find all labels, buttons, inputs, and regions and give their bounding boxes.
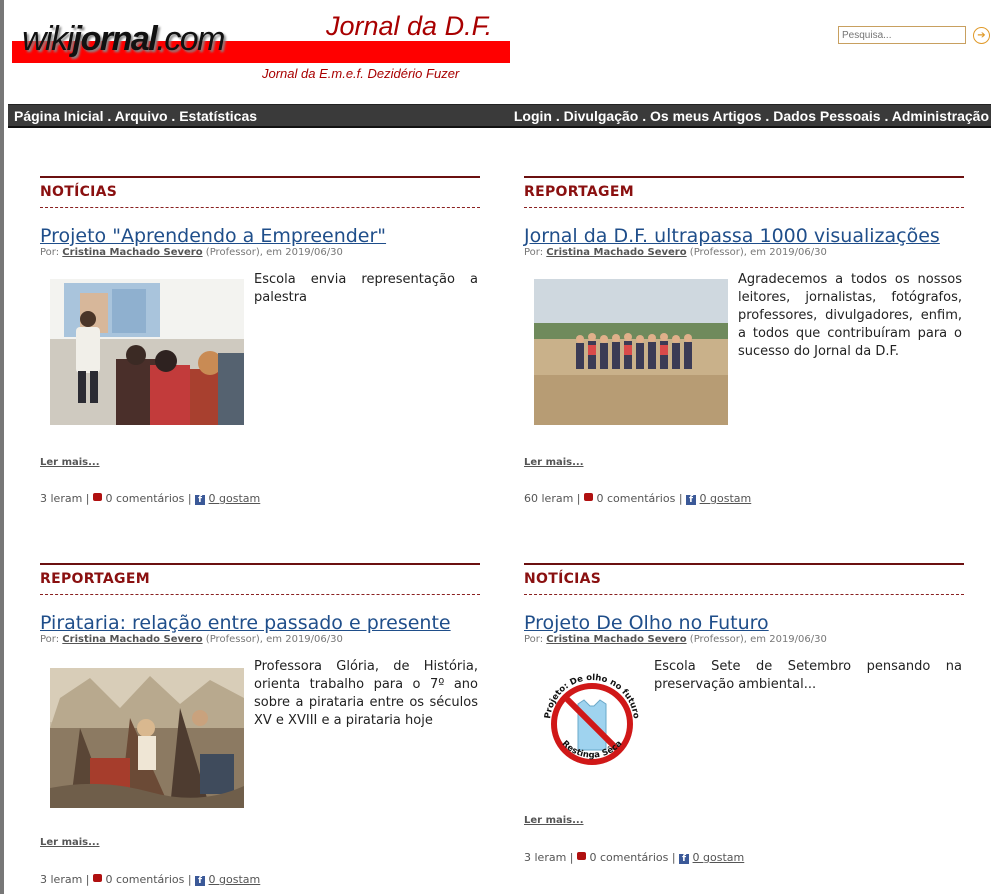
read-more-link[interactable]: Ler mais... [524, 457, 584, 468]
article-body [40, 259, 480, 419]
article-excerpt: Agradecemos a todos os nossos leitores, jornalistas, fotógrafos, professores, divulgadores, enfim, a todos que contribuíram para o sucesso do Jornal da D.F. [738, 272, 962, 359]
nav-link-meus-artigos[interactable]: Os meus Artigos [650, 108, 762, 124]
byline-role-date: (Professor), em 2019/06/30 [689, 634, 827, 645]
article-body [524, 646, 964, 806]
nav-link-estatisticas[interactable]: Estatísticas [179, 108, 258, 124]
article-byline [524, 634, 964, 646]
nav-right-group [514, 108, 989, 124]
comments-count[interactable]: 0 comentários [105, 873, 185, 886]
nav-separator: . [642, 108, 647, 124]
logo-suffix: .com [156, 20, 224, 58]
byline-prefix: Por: [524, 247, 544, 258]
nav-link-divulgacao[interactable]: Divulgação [563, 108, 639, 124]
nav-link-dados-pessoais[interactable]: Dados Pessoais [773, 108, 881, 124]
facebook-icon: f [686, 495, 696, 505]
author-link[interactable]: Cristina Machado Severo [546, 634, 687, 645]
byline-prefix: Por: [524, 634, 544, 645]
facebook-icon: f [679, 854, 689, 864]
article-card [524, 563, 964, 864]
article-card [524, 176, 964, 505]
nav-link-administracao[interactable]: Administração [891, 108, 989, 124]
section-header [524, 563, 964, 595]
article-image[interactable] [534, 279, 728, 425]
logo-prefix: wiki [22, 20, 73, 58]
nav-separator: . [107, 108, 112, 124]
article-title[interactable]: Projeto "Aprendendo a Empreender" [40, 225, 387, 247]
article-byline [40, 247, 480, 259]
author-link[interactable]: Cristina Machado Severo [62, 247, 203, 258]
facebook-icon: f [195, 495, 205, 505]
page-left-border [0, 0, 4, 894]
section-header [524, 176, 964, 208]
likes-link[interactable]: 0 gostam [692, 851, 745, 864]
search-input[interactable] [838, 26, 966, 44]
logo-main: jornal [72, 20, 157, 58]
search-button[interactable] [973, 27, 990, 44]
article-body [524, 259, 964, 419]
section-label: REPORTAGEM [40, 571, 150, 587]
reads-count: 3 leram [524, 851, 567, 864]
comment-icon [93, 493, 102, 501]
likes-link[interactable]: 0 gostam [208, 492, 261, 505]
article-title[interactable]: Jornal da D.F. ultrapassa 1000 visualizações [524, 225, 940, 247]
comment-icon [93, 874, 102, 882]
nav-link-login[interactable]: Login [513, 108, 552, 124]
likes-link[interactable]: 0 gostam [699, 492, 752, 505]
article-excerpt: Escola envia representação a palestra [254, 272, 478, 305]
section-label: NOTÍCIAS [524, 571, 602, 587]
article-card [40, 563, 480, 886]
reads-count: 3 leram [40, 873, 83, 886]
article-image[interactable] [532, 660, 652, 780]
section-label: NOTÍCIAS [40, 184, 118, 200]
section-label: REPORTAGEM [524, 184, 634, 200]
byline-prefix: Por: [40, 634, 60, 645]
article-image[interactable] [50, 668, 244, 808]
nav-separator: . [884, 108, 889, 124]
article-image[interactable] [50, 279, 244, 425]
main-navbar [8, 104, 991, 128]
read-more-link[interactable]: Ler mais... [40, 457, 100, 468]
article-stats: 3 leram | 0 comentários | f 0 gostam [40, 873, 261, 886]
section-header [40, 563, 480, 595]
article-title[interactable]: Pirataria: relação entre passado e presente [40, 612, 451, 634]
nav-separator: . [765, 108, 770, 124]
comments-count[interactable]: 0 comentários [596, 492, 676, 505]
article-byline [40, 634, 480, 646]
article-stats: 3 leram | 0 comentários | f 0 gostam [40, 492, 261, 505]
reads-count: 3 leram [40, 492, 83, 505]
byline-prefix: Por: [40, 247, 60, 258]
nav-left-group [14, 108, 257, 124]
article-body [40, 646, 480, 806]
comments-count[interactable]: 0 comentários [589, 851, 669, 864]
reads-count: 60 leram [524, 492, 574, 505]
byline-role-date: (Professor), em 2019/06/30 [689, 247, 827, 258]
comment-icon [577, 852, 586, 860]
facebook-icon: f [195, 876, 205, 886]
nav-separator: . [555, 108, 560, 124]
site-title: Jornal da D.F. [326, 11, 493, 41]
nav-link-arquivo[interactable]: Arquivo [114, 108, 168, 124]
read-more-link[interactable]: Ler mais... [40, 837, 100, 848]
logo-top-text: Projeto: De olho no futuro [543, 672, 641, 720]
article-excerpt: Escola Sete de Setembro pensando na preservação ambiental... [654, 659, 962, 692]
article-card [40, 176, 480, 505]
nav-link-pagina-inicial[interactable]: Página Inicial [14, 108, 104, 124]
site-logo[interactable] [22, 20, 224, 59]
nav-separator: . [171, 108, 176, 124]
article-title[interactable]: Projeto De Olho no Futuro [524, 612, 769, 634]
read-more-link[interactable]: Ler mais... [524, 815, 584, 826]
arrow-right-icon: ➔ [977, 30, 986, 41]
section-header [40, 176, 480, 208]
byline-role-date: (Professor), em 2019/06/30 [205, 634, 343, 645]
article-excerpt: Professora Glória, de História, orienta trabalho para o 7º ano sobre a pirataria entre os séculos XV e XVIII e a pirataria hoje [254, 659, 478, 728]
comments-count[interactable]: 0 comentários [105, 492, 185, 505]
article-byline [524, 247, 964, 259]
article-stats: 60 leram | 0 comentários | f 0 gostam [524, 492, 752, 505]
site-subtitle: Jornal da E.m.e.f. Dezidério Fuzer [262, 66, 460, 81]
likes-link[interactable]: 0 gostam [208, 873, 261, 886]
logo-bottom-text: Restinga Sêca [559, 738, 625, 761]
article-stats: 3 leram | 0 comentários | f 0 gostam [524, 851, 745, 864]
author-link[interactable]: Cristina Machado Severo [62, 634, 203, 645]
author-link[interactable]: Cristina Machado Severo [546, 247, 687, 258]
comment-icon [584, 493, 593, 501]
byline-role-date: (Professor), em 2019/06/30 [205, 247, 343, 258]
